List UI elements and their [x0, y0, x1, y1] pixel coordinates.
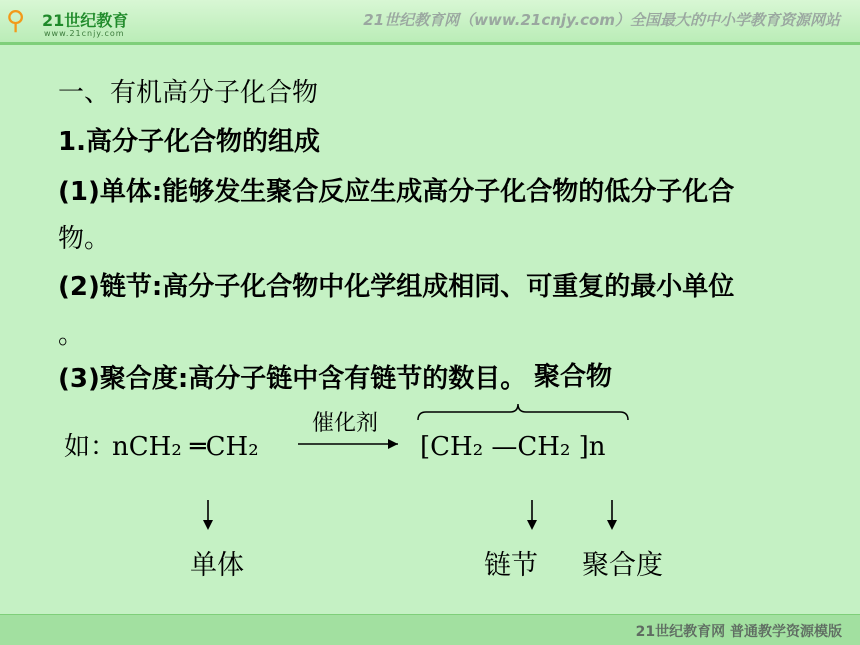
- item-unit-line1: (2)链节:高分子化合物中化学组成相同、可重复的最小单位: [58, 272, 735, 302]
- item-monomer-line2: 物。: [58, 224, 111, 254]
- catalyst-label: 催化剂: [312, 411, 379, 436]
- subsection-title: 1.高分子化合物的组成: [58, 127, 320, 157]
- logo-runner-icon: ⚲: [6, 6, 26, 36]
- logo-text: 21世纪教育: [42, 11, 129, 30]
- reaction-arrowhead-icon: [388, 439, 398, 449]
- item-monomer-line1: (1)单体:能够发生聚合反应生成高分子化合物的低分子化合: [58, 177, 735, 207]
- item-degree-text: (3)聚合度:高分子链中含有链节的数目。: [58, 364, 527, 394]
- arrow-down-icon: [527, 520, 537, 530]
- label-degree: 聚合度: [582, 550, 663, 581]
- polymer-formula: [CH₂ —CH₂ ]n: [420, 432, 606, 462]
- item-unit-line2: 。: [58, 320, 85, 350]
- footer-bar: [0, 615, 860, 645]
- repeat-unit-brace: [418, 404, 628, 420]
- section-title: 一、有机高分子化合物: [58, 78, 319, 108]
- monomer-formula: nCH₂ ═CH₂: [112, 432, 259, 462]
- arrow-down-icon: [607, 520, 617, 530]
- label-monomer: 单体: [190, 550, 244, 581]
- label-unit: 链节: [484, 550, 538, 581]
- logo-url: www.21cnjy.com: [44, 29, 125, 38]
- footer-text: 21世纪教育网 普通教学资源模版: [635, 624, 842, 640]
- diagram-prefix: 如：: [64, 432, 117, 462]
- item-degree-overlap: 聚合物: [534, 362, 613, 392]
- arrow-down-icon: [203, 520, 213, 530]
- header-slogan: 21世纪教育网（www.21cnjy.com）全国最大的中小学教育资源网站: [363, 11, 840, 29]
